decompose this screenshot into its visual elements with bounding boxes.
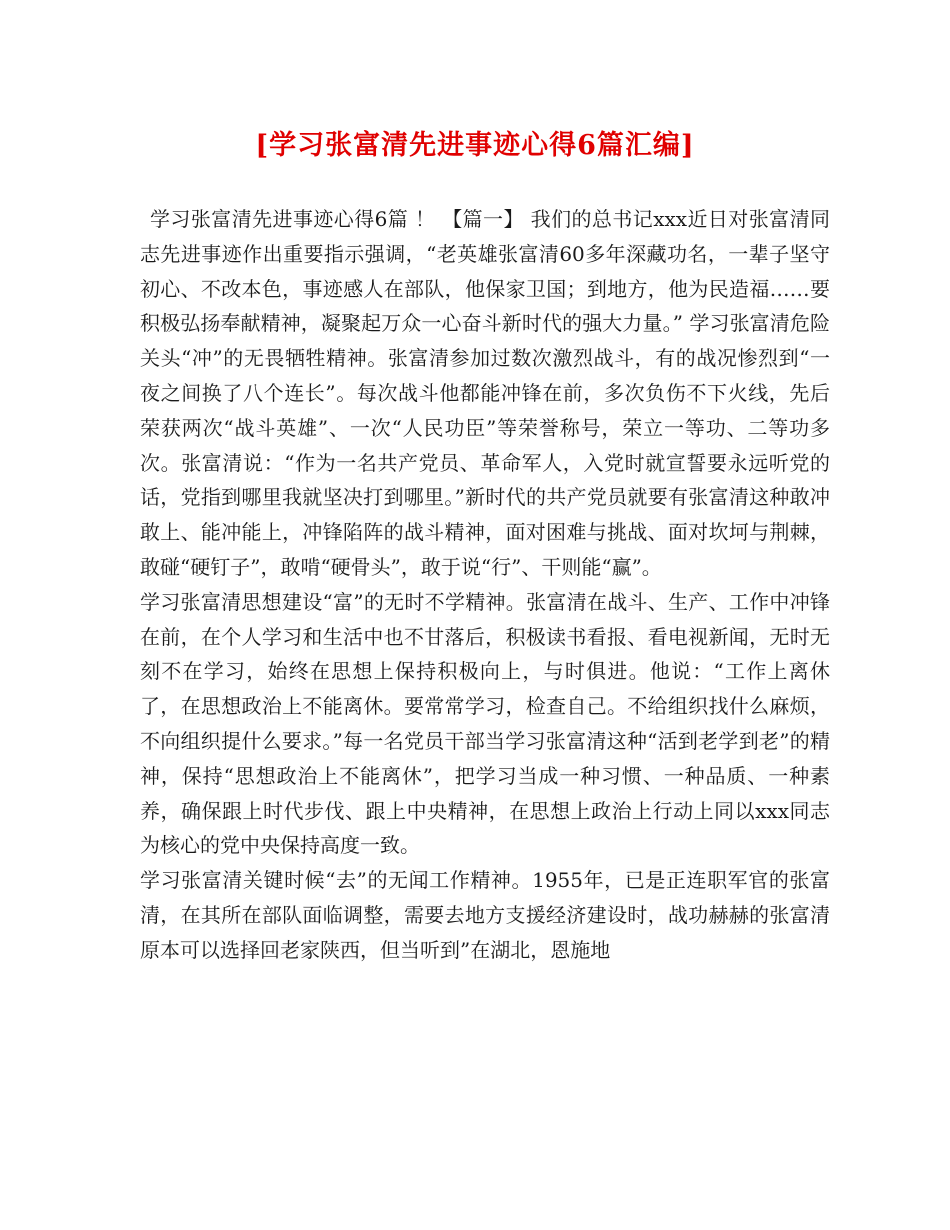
document-title: [学习张富清先进事迹心得6篇汇编] bbox=[255, 130, 695, 161]
paragraph-2: 学习张富清思想建设“富”的无时不学精神。张富清在战斗、生产、工作中冲锋在前，在个人学习和生活中也不甘落后，积极读书看报、看电视新闻，无时无刻不在学习，始终在思想上保持积极向上，与时俱进。他说：“工作上离休了，在思想政治上不能离休。要常常学习，检查自己。不给组织找什么麻烦，不向组织提什么要求。”每一名党员干部当学习张富清这种“活到老学到老”的精神，保持“思想政治上不能离休”，把学习当成一种习惯、一种品质、一种素养，确保跟上时代步伐、跟上中央精神，在思想上政治上行动上同以xxx同志为核心的党中央保持高度一致。 bbox=[140, 589, 830, 858]
paragraph-3: 学习张富清关键时候“去”的无闻工作精神。1955年，已是正连职军官的张富清，在其所在部队面临调整，需要去地方支援经济建设时，战功赫赫的张富清原本可以选择回老家陕西，但当听到”在湖北，恩施地 bbox=[140, 868, 830, 962]
document-body bbox=[140, 202, 830, 968]
paragraph-1: 学习张富清先进事迹心得6篇 ！ 【篇一】 我们的总书记xxx近日对张富清同志先进事迹作出重要指示强调，“老英雄张富清60多年深藏功名，一辈子坚守初心、不改本色，事迹感人在部队，他保家卫国；到地方，他为民造福……要积极弘扬奉献精神，凝聚起万众一心奋斗新时代的强大力量。” 学习张富清危险关头“冲”的无畏牺牲精神。张富清参加过数次激烈战斗，有的战况惨烈到“一夜之间换了八个连长”。每次战斗他都能冲锋在前，多次负伤不下火线，先后荣获两次“战斗英雄”、一次“人民功臣”等荣誉称号，荣立一等功、二等功多次。张富清说：“作为一名共产党员、革命军人，入党时就宣誓要永远听党的话，党指到哪里我就坚决打到哪里。”新时代的共产党员就要有张富清这种敢冲敢上、能冲能上，冲锋陷阵的战斗精神，面对困难与挑战、面对坎坷与荆棘，敢碰“硬钉子”，敢啃“硬骨头”，敢于说“行”、干则能“赢”。 bbox=[140, 207, 830, 579]
